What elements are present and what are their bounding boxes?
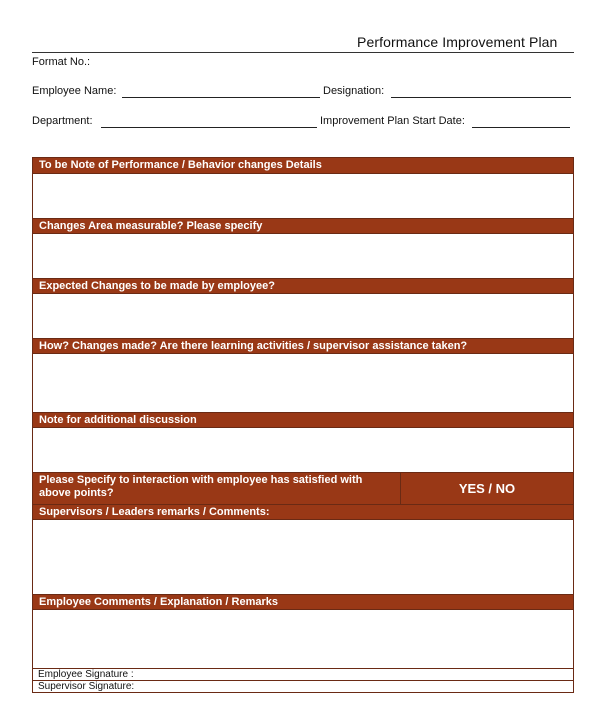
department-field[interactable] xyxy=(101,127,317,128)
page-title: Performance Improvement Plan xyxy=(357,34,558,50)
section-body-supervisor-remarks[interactable] xyxy=(33,519,573,594)
section-body-behavior-changes[interactable] xyxy=(33,173,573,218)
format-no-label: Format No.: xyxy=(32,56,91,68)
department-label: Department: xyxy=(32,115,93,127)
section-header-behavior-changes: To be Note of Performance / Behavior changes Details xyxy=(33,158,573,173)
satisfaction-answer[interactable]: YES / NO xyxy=(458,481,516,496)
title-divider xyxy=(32,52,574,53)
employee-name-label: Employee Name: xyxy=(32,85,117,97)
section-body-learning-activities[interactable] xyxy=(33,353,573,412)
section-header-learning-activities: How? Changes made? Are there learning activities / supervisor assistance taken? xyxy=(33,338,573,353)
employee-signature-line[interactable]: Employee Signature : xyxy=(33,668,573,680)
section-body-employee-comments[interactable] xyxy=(33,609,573,668)
employee-name-field[interactable] xyxy=(122,97,320,98)
section-header-employee-comments: Employee Comments / Explanation / Remarks xyxy=(33,594,573,609)
section-header-supervisor-remarks: Supervisors / Leaders remarks / Comments: xyxy=(33,504,573,519)
section-header-additional-discussion: Note for additional discussion xyxy=(33,412,573,427)
designation-field[interactable] xyxy=(391,97,571,98)
start-date-label: Improvement Plan Start Date: xyxy=(320,115,465,127)
designation-label: Designation: xyxy=(323,85,385,97)
satisfaction-question: Please Specify to interaction with employee has satisfied with above points? xyxy=(33,473,401,504)
supervisor-signature-line[interactable]: Supervisor Signature: xyxy=(33,680,573,692)
section-header-measurable-area: Changes Area measurable? Please specify xyxy=(33,218,573,233)
section-header-expected-changes: Expected Changes to be made by employee? xyxy=(33,278,573,293)
satisfaction-row xyxy=(33,472,573,504)
section-body-expected-changes[interactable] xyxy=(33,293,573,338)
section-body-measurable-area[interactable] xyxy=(33,233,573,278)
section-body-additional-discussion[interactable] xyxy=(33,427,573,472)
start-date-field[interactable] xyxy=(472,127,570,128)
plan-form xyxy=(32,157,574,693)
